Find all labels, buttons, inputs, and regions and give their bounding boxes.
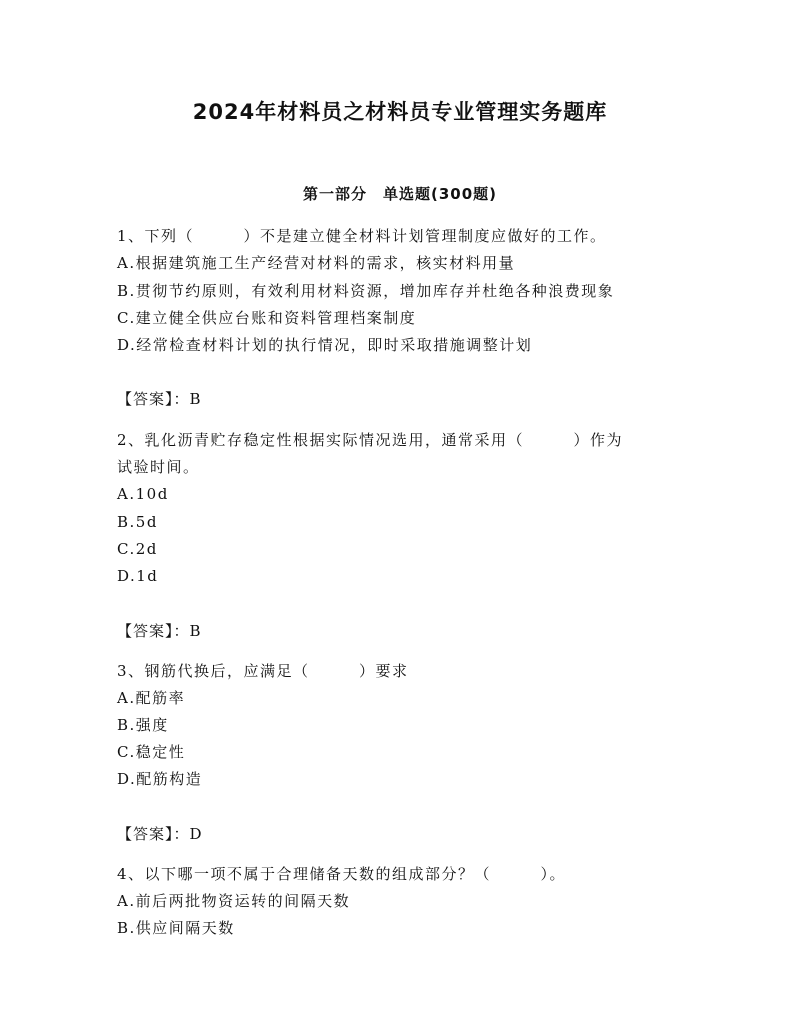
question-1-answer: 【答案】：B xyxy=(117,390,202,408)
question-3-option-c: C.稳定性 xyxy=(117,743,186,761)
question-2-option-c: C.2d xyxy=(117,540,158,558)
question-1-option-d: D.经常检查材料计划的执行情况，即时采取措施调整计划 xyxy=(117,336,533,354)
question-3-answer: 【答案】：D xyxy=(117,825,203,843)
question-2-option-d: D.1d xyxy=(117,567,159,585)
question-3-stem: 3、钢筋代换后，应满足（ ）要求 xyxy=(117,662,409,680)
question-2-stem-line-1: 2、乳化沥青贮存稳定性根据实际情况选用，通常采用（ ）作为 xyxy=(117,431,624,449)
question-2-option-b: B.5d xyxy=(117,513,158,531)
question-4-option-a: A.前后两批物资运转的间隔天数 xyxy=(117,892,351,910)
question-4-stem: 4、以下哪一项不属于合理储备天数的组成部分？（ ）。 xyxy=(117,865,567,883)
question-1-option-c: C.建立健全供应台账和资料管理档案制度 xyxy=(117,309,417,327)
question-2-stem-line-2: 试验时间。 xyxy=(117,458,200,476)
document-title: 2024年材料员之材料员专业管理实务题库 xyxy=(192,100,608,124)
section-title: 第一部分 单选题(300题) xyxy=(302,185,498,203)
question-4-option-b: B.供应间隔天数 xyxy=(117,919,235,937)
question-1-option-a: A.根据建筑施工生产经营对材料的需求，核实材料用量 xyxy=(117,254,516,272)
question-2-option-a: A.10d xyxy=(117,485,169,503)
question-2-answer: 【答案】：B xyxy=(117,622,202,640)
question-3-option-b: B.强度 xyxy=(117,716,169,734)
question-3-option-a: A.配筋率 xyxy=(117,689,186,707)
question-1-option-b: B.贯彻节约原则，有效利用材料资源，增加库存并杜绝各种浪费现象 xyxy=(117,282,615,300)
question-3-option-d: D.配筋构造 xyxy=(117,770,203,788)
question-1-stem: 1、下列（ ）不是建立健全材料计划管理制度应做好的工作。 xyxy=(117,227,607,245)
